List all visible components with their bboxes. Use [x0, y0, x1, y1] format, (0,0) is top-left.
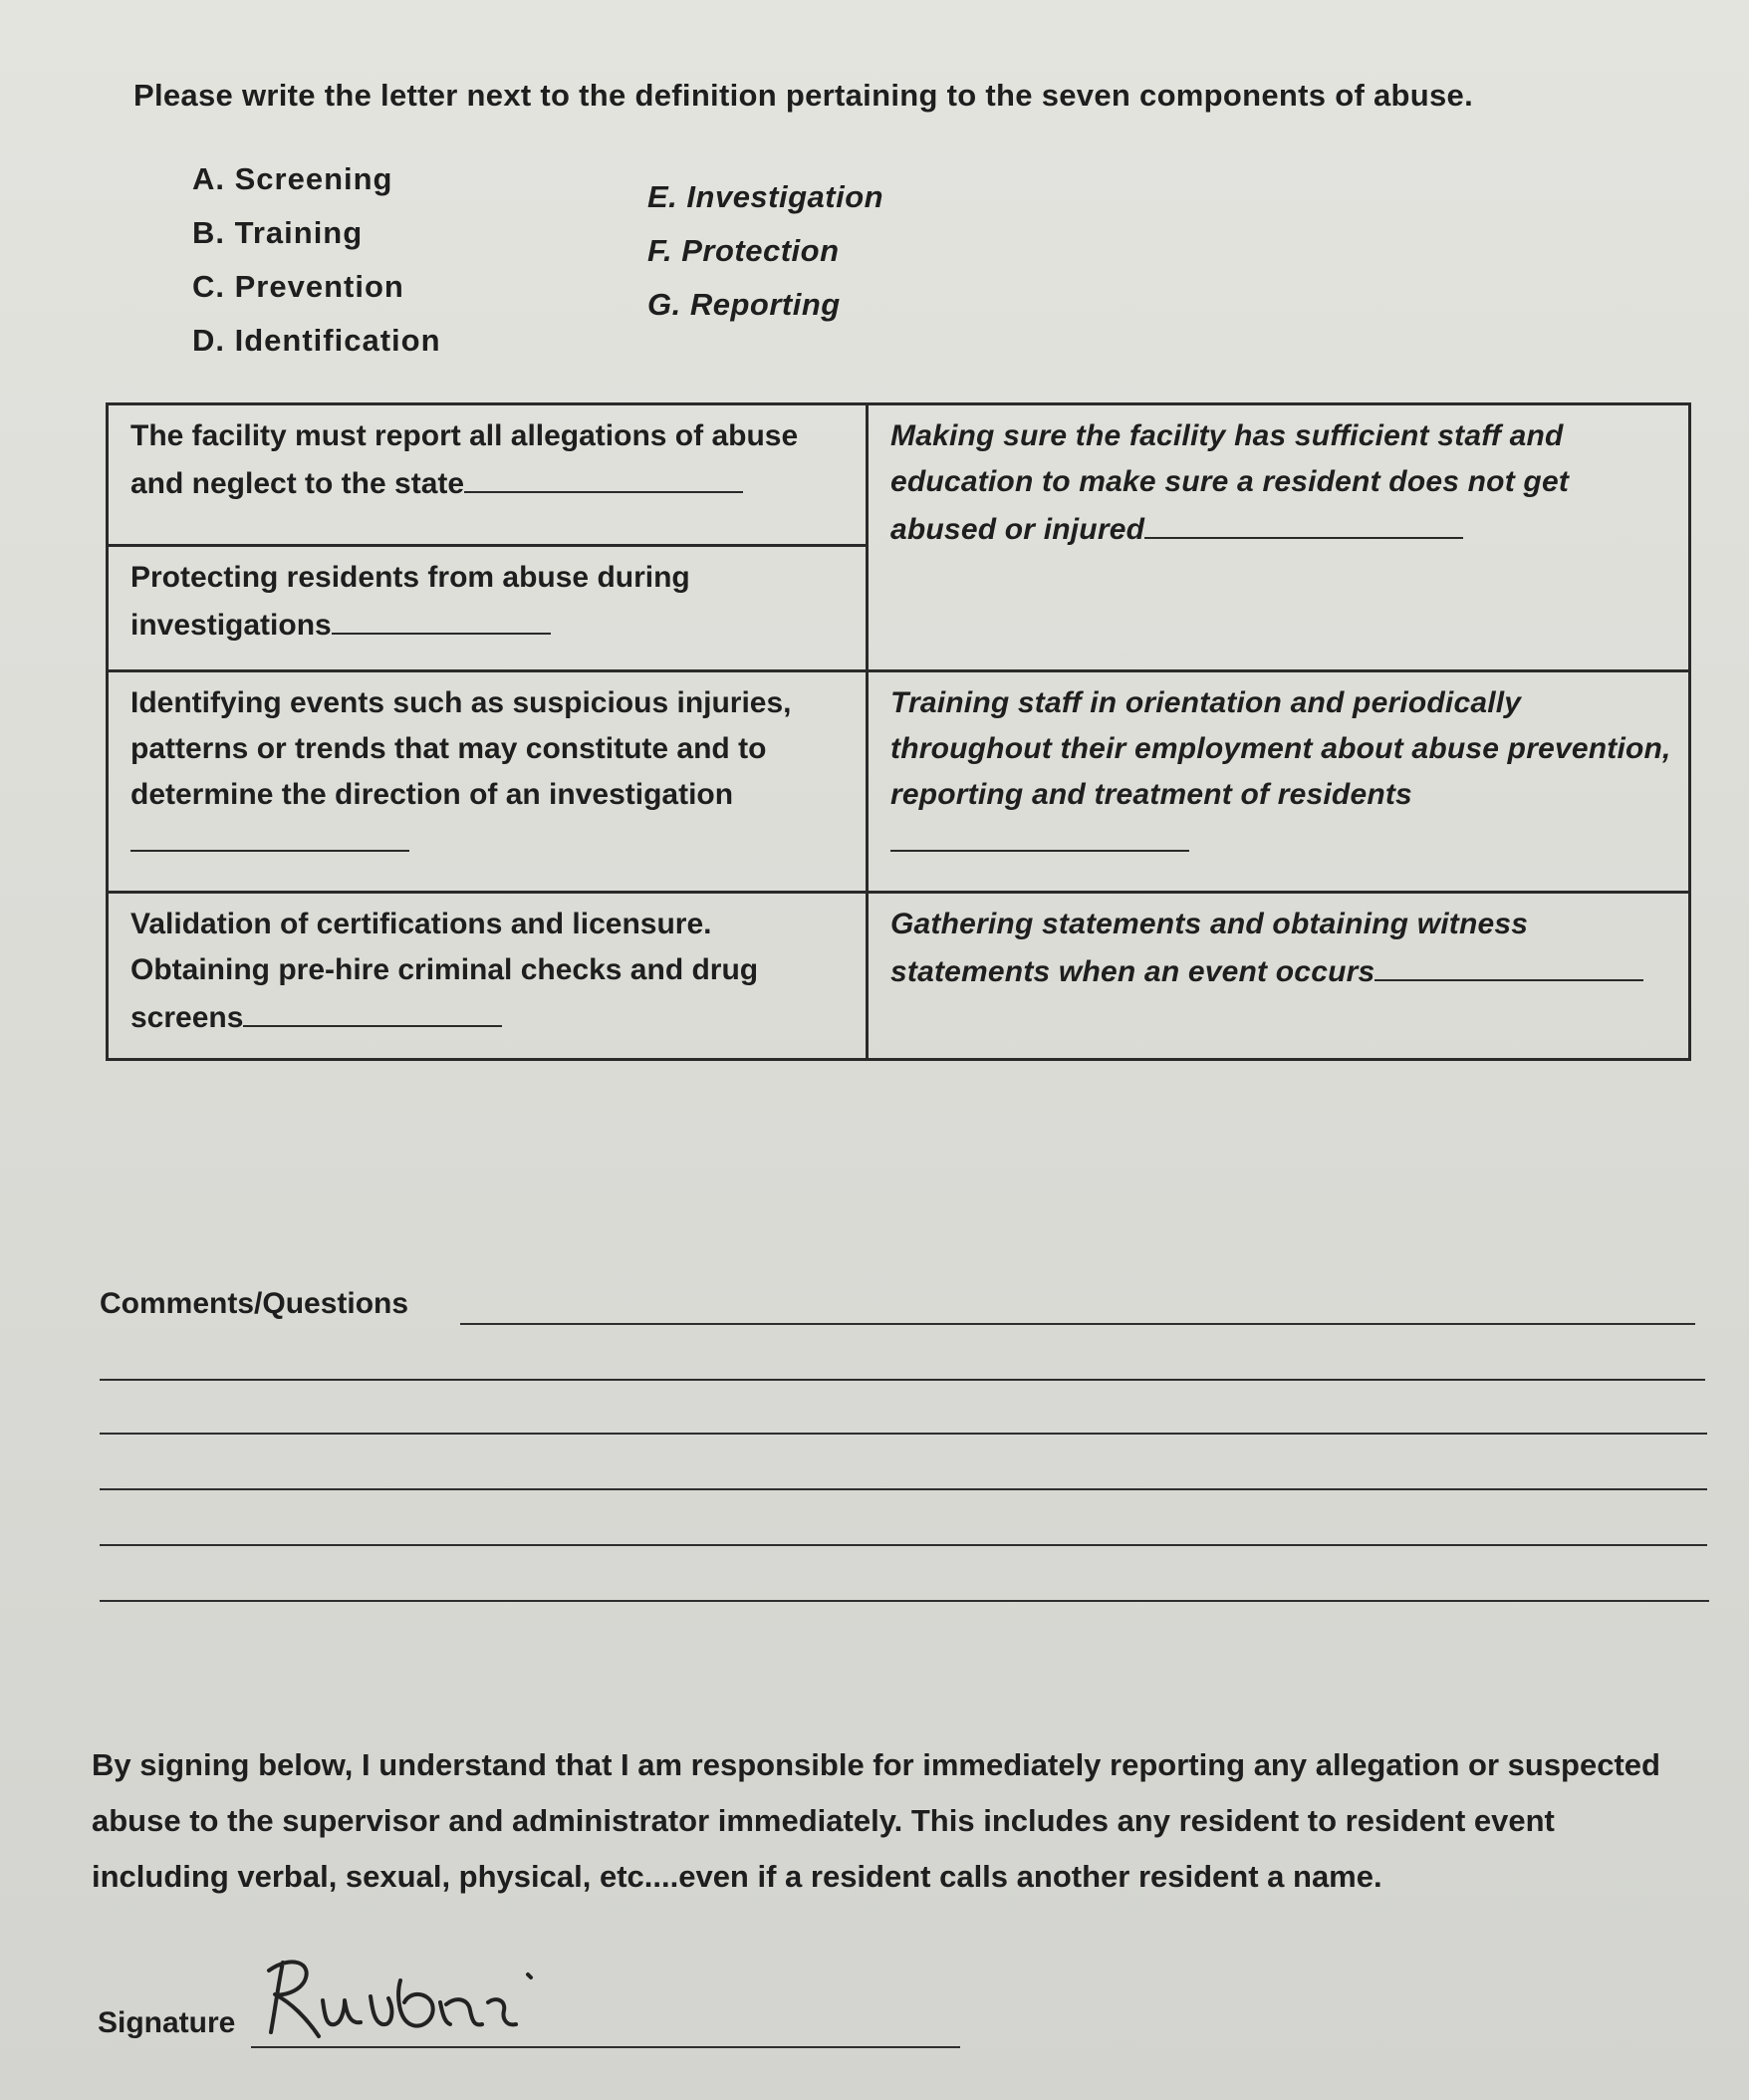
definition-text: Protecting residents from abuse during investigations [130, 561, 690, 642]
comments-line[interactable] [100, 1433, 1707, 1435]
comments-line[interactable] [100, 1379, 1705, 1381]
definitions-table [106, 402, 1691, 1061]
option-b: B. Training [192, 215, 364, 250]
table-row [108, 671, 1690, 893]
definition-cell [108, 546, 868, 671]
option-e: E. Investigation [647, 179, 884, 214]
definition-text: The facility must report all allegations of abuse and neglect to the state [130, 419, 799, 500]
definition-cell [868, 671, 1690, 893]
options-list-right [647, 179, 883, 341]
option-d: D. Identification [192, 323, 441, 358]
answer-blank[interactable] [464, 459, 743, 493]
comments-label-text: Comments/Questions [100, 1287, 409, 1320]
definition-cell [868, 404, 1690, 671]
comments-line[interactable] [100, 1544, 1707, 1546]
options-list-left [192, 161, 441, 377]
definition-text: Validation of certifications and licensure. Obtaining pre-hire criminal checks and drug screens [130, 908, 759, 1034]
acknowledgement-statement: By signing below, I understand that I am responsible for immediately reporting any allegation or suspected abuse to the supervisor and administrator immediately. This includes any resident to resident event including verbal, sexual, physical, etc....even if a resident calls another resident a name. [92, 1747, 1660, 1894]
option-g: G. Reporting [647, 287, 841, 322]
definition-text: Gathering statements and obtaining witness statements when an event occurs [890, 908, 1529, 988]
answer-blank[interactable] [332, 601, 551, 635]
answer-blank[interactable] [243, 993, 502, 1027]
comments-line[interactable] [460, 1323, 1695, 1325]
comments-label [100, 1287, 408, 1321]
instruction-text: Please write the letter next to the definition pertaining to the seven components of abuse. [133, 78, 1474, 113]
answer-blank[interactable] [890, 818, 1189, 852]
comments-line[interactable] [100, 1600, 1709, 1602]
answer-blank[interactable] [1374, 947, 1643, 981]
definition-cell [108, 671, 868, 893]
definition-cell [108, 404, 868, 546]
option-c: C. Prevention [192, 269, 404, 304]
option-a: A. Screening [192, 161, 393, 196]
definition-cell [868, 893, 1690, 1060]
answer-blank[interactable] [1144, 505, 1463, 539]
option-f: F. Protection [647, 233, 840, 268]
definition-text: Making sure the facility has sufficient staff and education to make sure a resident does not get abused or injured [890, 419, 1570, 546]
table-row [108, 404, 1690, 546]
definition-text: Identifying events such as suspicious injuries, patterns or trends that may constitute and to determine the direction of an investigation [130, 686, 792, 811]
definition-cell [108, 893, 868, 1060]
table-row [108, 893, 1690, 1060]
comments-line[interactable] [100, 1488, 1707, 1490]
signature-label: Signature [98, 2006, 236, 2039]
definition-text: Training staff in orientation and periodically throughout their employment about abuse prevention, reporting and treatment of residents [890, 686, 1671, 811]
answer-blank[interactable] [130, 818, 409, 852]
handwritten-signature [261, 1941, 560, 2050]
